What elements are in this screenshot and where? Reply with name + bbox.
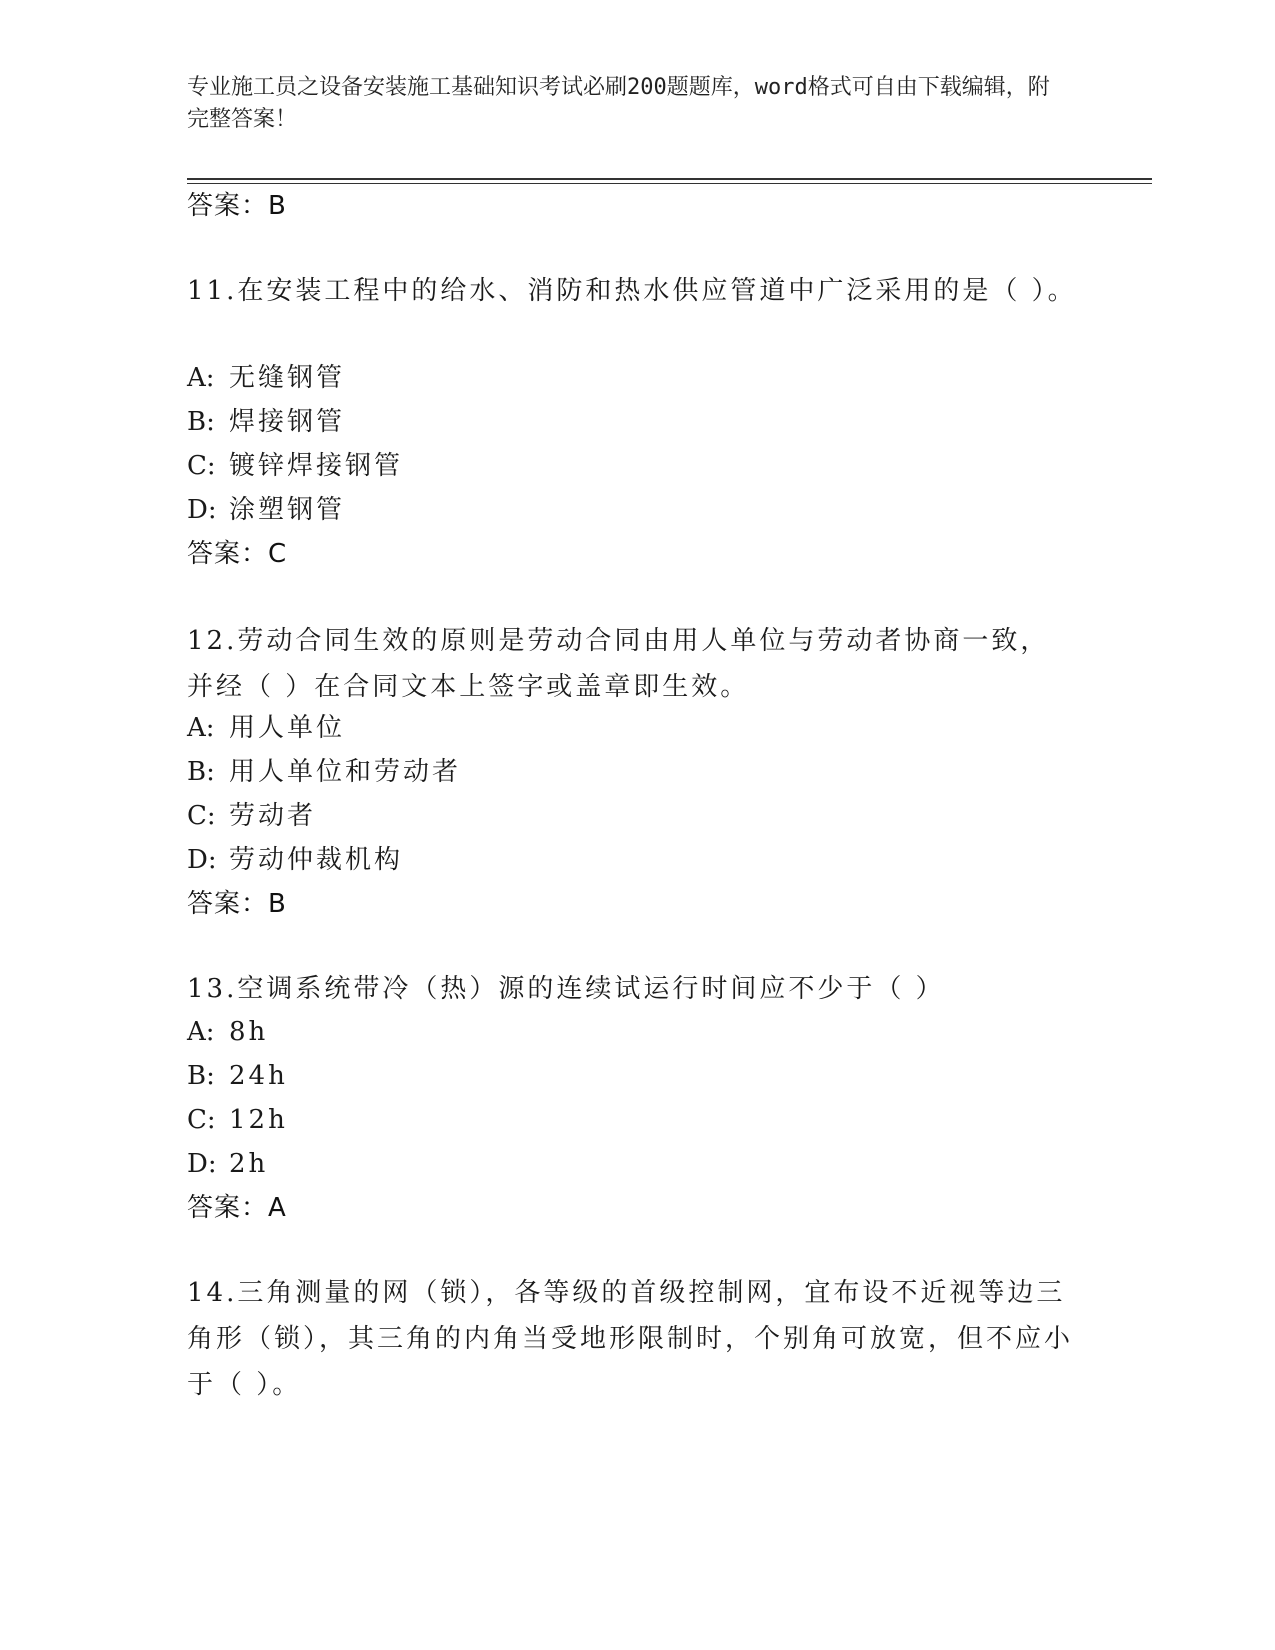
option-text: 无缝钢管 — [229, 363, 346, 393]
option-label: A: — [187, 363, 215, 393]
option-11-b — [187, 404, 345, 440]
option-text: 焊接钢管 — [229, 407, 346, 437]
question-12: 12.劳动合同生效的原则是劳动合同由用人单位与劳动者协商一致，并经（ ）在合同文本上签字或盖章即生效。 — [187, 626, 1050, 702]
option-12-c — [187, 798, 316, 834]
option-12-a — [187, 710, 345, 746]
option-label: D: — [187, 495, 217, 525]
question-14: 14.三角测量的网（锁），各等级的首级控制网，宜布设不近视等边三角形（锁），其三角的内角当受地形限制时，个别角可放宽，但不应小于（ ）。 — [187, 1278, 1074, 1400]
option-text: 用人单位和劳动者 — [229, 757, 462, 787]
option-text: 劳动仲裁机构 — [229, 845, 404, 875]
option-label: A: — [187, 713, 215, 743]
option-text: 用人单位 — [229, 713, 346, 743]
option-label: C: — [187, 1105, 216, 1135]
option-text: 8h — [229, 1017, 269, 1047]
question-13: 13.空调系统带冷（热）源的连续试运行时间应不少于（ ） — [187, 974, 945, 1004]
option-13-d — [187, 1146, 268, 1182]
option-12-b — [187, 754, 461, 790]
option-11-d — [187, 492, 345, 528]
option-text: 劳动者 — [229, 801, 317, 831]
header-rule-thick — [187, 178, 1152, 180]
option-12-d — [187, 842, 403, 878]
option-label: B: — [187, 1061, 215, 1091]
option-label: C: — [187, 451, 216, 481]
answer-13: 答案：A — [187, 1193, 287, 1223]
header-rule-thin — [187, 183, 1152, 184]
option-text: 2h — [229, 1149, 269, 1179]
option-label: C: — [187, 801, 216, 831]
option-text: 24h — [229, 1061, 288, 1091]
option-11-a — [187, 360, 345, 396]
answer-11: 答案：C — [187, 539, 288, 569]
option-label: B: — [187, 407, 215, 437]
option-label: D: — [187, 1149, 217, 1179]
option-label: A: — [187, 1017, 215, 1047]
option-13-c — [187, 1102, 288, 1138]
answer-12: 答案：B — [187, 889, 287, 919]
answer-10: 答案：B — [187, 191, 287, 221]
document-header: 专业施工员之设备安装施工基础知识考试必刷200题题库，word格式可自由下载编辑，附完整答案！ — [187, 75, 1050, 132]
option-text: 12h — [229, 1105, 288, 1135]
option-11-c — [187, 448, 403, 484]
question-11: 11.在安装工程中的给水、消防和热水供应管道中广泛采用的是（ ）。 — [187, 276, 1077, 306]
option-13-b — [187, 1058, 288, 1094]
option-13-a — [187, 1014, 268, 1050]
option-label: D: — [187, 845, 217, 875]
option-text: 涂塑钢管 — [229, 495, 346, 525]
option-text: 镀锌焊接钢管 — [229, 451, 404, 481]
option-label: B: — [187, 757, 215, 787]
